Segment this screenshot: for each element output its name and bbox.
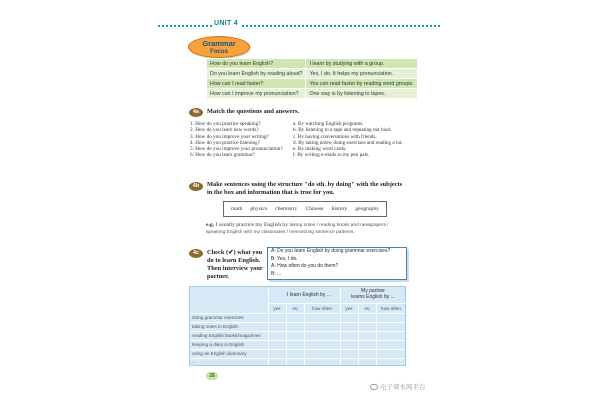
instruction-line: partner.: [207, 273, 229, 280]
subject-item: chemistry: [275, 206, 298, 212]
table-row: keeping a diary in English: [192, 342, 245, 347]
column-header: how often: [381, 306, 401, 311]
section-4b-title: [207, 181, 402, 197]
subjects-box: [223, 201, 387, 217]
example-methods: speaking English with my classmates / memorizing sentence patterns.: [206, 230, 355, 235]
section-4b-title-line: Make sentences using the structure "do sth. by doing" with the subjects: [207, 181, 403, 188]
column-header: yes: [273, 306, 281, 311]
table-row: reading English books/magazines: [192, 333, 261, 338]
dialog-line: B: ...: [271, 270, 282, 277]
list-item: e. By making word cards.: [293, 146, 347, 153]
grammar-answer: You can read faster by reading word groups.: [306, 79, 417, 89]
watermark-text: 电子课本网平台: [380, 384, 426, 391]
section-4c-instructions: [207, 249, 263, 281]
header-divider-left: [158, 25, 212, 27]
grid-line: [358, 303, 359, 365]
grid-line: [190, 358, 405, 359]
table-row: [207, 79, 418, 89]
unit-label: UNIT 4: [214, 20, 238, 27]
survey-header-self: I learn English by ...: [287, 292, 331, 298]
list-item: 4. How do you practice listening?: [190, 139, 261, 146]
list-item: 2. How do you learn new words?: [190, 127, 259, 134]
instruction-line: Check (✔) what you: [207, 249, 263, 256]
example-sentence: [206, 222, 389, 236]
example-prefix: e.g.: [206, 222, 215, 228]
grammar-focus-title: Grammar: [202, 39, 236, 48]
grid-line: [304, 303, 305, 365]
survey-header-partner-line: learns English by ...: [351, 294, 395, 300]
grid-line: [268, 303, 406, 304]
grid-line: [190, 322, 405, 323]
survey-table: [189, 286, 406, 366]
table-row: doing grammar exercises: [192, 315, 244, 320]
column-header: no: [292, 306, 298, 311]
list-item: 6. How do you learn grammar?: [190, 152, 255, 159]
match-questions-list: [190, 121, 283, 159]
section-4b-title-line: in the box and information that is true for you.: [207, 189, 335, 196]
survey-header-partner-line: My partner: [361, 288, 385, 294]
header-divider-right: [242, 25, 440, 27]
subject-item: geography: [355, 206, 379, 212]
section-4c-icon: 4c: [189, 249, 203, 258]
list-item: 1. How do you practice speaking?: [190, 121, 261, 127]
grammar-answer: Yes, I do. It helps my pronunciation.: [306, 69, 417, 79]
grid-line: [190, 349, 405, 350]
watermark: [370, 382, 426, 391]
grid-line: [286, 303, 287, 365]
list-item: a. By watching English programs.: [293, 121, 364, 127]
grammar-question: How do you learn English?: [207, 59, 306, 69]
list-item: 3. How do you improve your writing?: [190, 133, 269, 140]
list-item: b. By listening to a tape and repeating out loud.: [293, 127, 392, 134]
dialog-line: A: Do you learn English by doing grammar exercises?: [271, 248, 391, 254]
subject-item: physics: [250, 206, 268, 212]
column-header: how often: [312, 306, 332, 311]
grid-line: [340, 288, 341, 365]
column-header: no: [364, 306, 370, 311]
column-header: yes: [345, 306, 353, 311]
survey-header-partner: [340, 288, 406, 300]
unit-header: [158, 20, 440, 32]
table-row: using an English dictionary: [192, 351, 247, 356]
section-4b-icon: 4b: [189, 182, 203, 191]
section-4a-title: Match the questions and answers.: [207, 108, 300, 115]
grammar-question: How can I read faster?: [207, 79, 306, 89]
list-item: 5. How do you improve your pronunciation?: [190, 146, 283, 153]
table-row: [207, 59, 418, 69]
list-item: c. By having conversations with friends.: [293, 133, 377, 140]
grid-line: [190, 313, 405, 314]
dialog-line: B: Yes, I do.: [271, 255, 298, 262]
grammar-answer: One way is by listening to tapes.: [306, 89, 417, 99]
grid-line: [190, 331, 405, 332]
example-text: I usually practice my English by: [215, 222, 289, 228]
subject-item: history: [331, 206, 348, 212]
instruction-line: Then interview your: [207, 265, 263, 272]
list-item: d. By taking notes, doing exercises and reading a lot.: [293, 139, 403, 146]
dialog-box: [267, 247, 407, 280]
table-row: ...: [192, 359, 196, 364]
grid-line: [376, 303, 377, 365]
subject-item: math: [231, 206, 243, 212]
grid-line: [190, 340, 405, 341]
table-row: taking notes in English: [192, 324, 238, 329]
grid-line: [268, 288, 269, 365]
dialog-line: A: How often do you do them?: [271, 263, 339, 269]
grammar-focus-badge: [188, 36, 250, 58]
section-4a-icon: 4a: [189, 108, 203, 117]
chat-icon: [370, 384, 378, 390]
table-row: [207, 89, 418, 99]
instruction-line: do to learn English.: [207, 257, 261, 264]
table-row: [207, 69, 418, 79]
example-methods: taking notes / reading books and newspapers /: [289, 223, 389, 228]
grammar-question: Do you learn English by reading aloud?: [207, 69, 306, 79]
match-answers-list: [293, 121, 403, 159]
grammar-focus-subtitle: Focus: [210, 49, 228, 55]
page-number: 28: [206, 372, 218, 380]
grammar-answer: I learn by studying with a group.: [306, 59, 417, 69]
grammar-focus-table: [206, 58, 418, 99]
grammar-question: How can I improve my pronunciation?: [207, 89, 306, 99]
list-item: f. By writing e-mails to my pen pals.: [293, 152, 370, 159]
subject-item: Chinese: [305, 206, 324, 212]
